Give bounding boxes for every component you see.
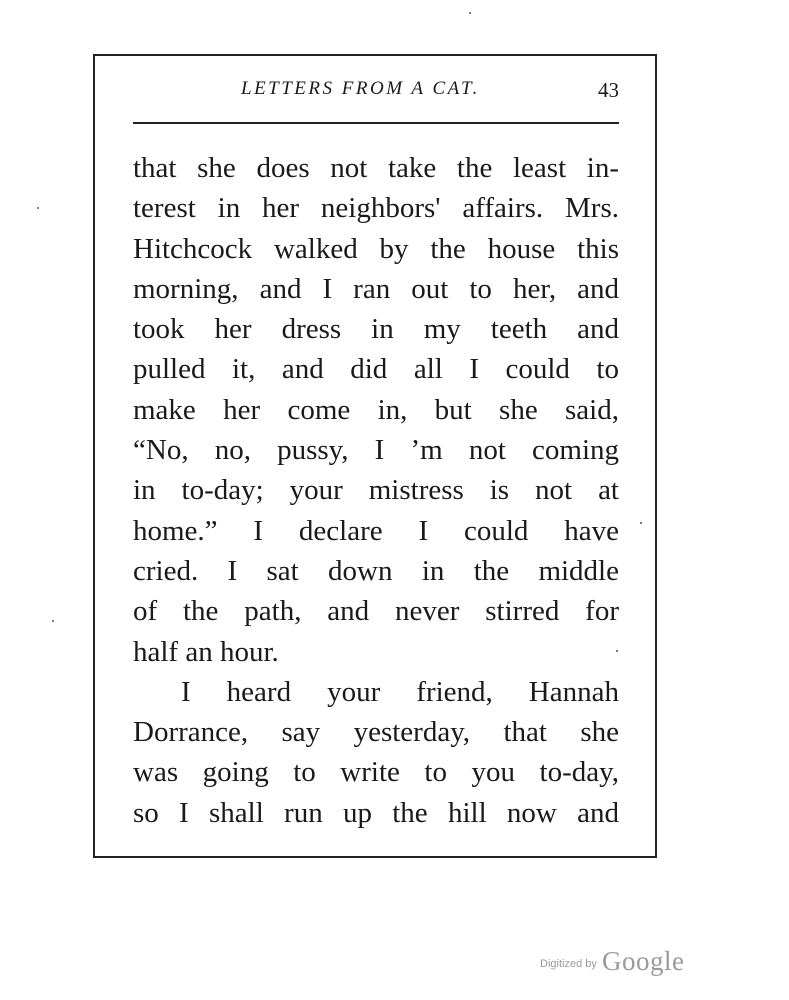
digitized-by-google-watermark bbox=[540, 946, 684, 977]
text-line: “No, no, pussy, I ’m not coming bbox=[133, 434, 619, 467]
text-line: in to-day; your mistress is not at bbox=[133, 474, 619, 507]
scan-speck bbox=[37, 207, 39, 209]
text-line: cried. I sat down in the middle bbox=[133, 554, 619, 587]
digitized-by-label: Digitized by bbox=[540, 958, 597, 970]
scan-speck bbox=[469, 12, 471, 14]
text-line: was going to write to you to-day, bbox=[133, 756, 619, 789]
scan-speck bbox=[52, 620, 54, 622]
scan-speck bbox=[616, 650, 618, 652]
text-line-paragraph-start: I heard your friend, Hannah bbox=[181, 675, 619, 708]
running-head bbox=[133, 76, 619, 116]
text-line: pulled it, and did all I could to bbox=[133, 353, 619, 386]
text-line: Hitchcock walked by the house this bbox=[133, 232, 619, 265]
body-text bbox=[133, 148, 619, 833]
text-line: terest in her neighbors' affairs. Mrs. bbox=[133, 192, 619, 225]
text-line: Dorrance, say yesterday, that she bbox=[133, 716, 619, 749]
running-title: LETTERS FROM A CAT. bbox=[241, 78, 480, 99]
header-rule bbox=[133, 122, 619, 124]
text-line: that she does not take the least in- bbox=[133, 152, 619, 184]
text-line: of the path, and never stirred for bbox=[133, 595, 619, 628]
text-line: so I shall run up the hill now and bbox=[133, 796, 619, 829]
scan-speck bbox=[640, 522, 642, 524]
text-line-paragraph-end: half an hour. bbox=[133, 635, 279, 668]
text-line: make her come in, but she said, bbox=[133, 393, 619, 426]
google-logo-text: Google bbox=[601, 946, 685, 976]
text-line: home.” I declare I could have bbox=[133, 514, 619, 547]
text-line: took her dress in my teeth and bbox=[133, 313, 619, 346]
text-line: morning, and I ran out to her, and bbox=[133, 272, 619, 305]
page-number: 43 bbox=[598, 78, 619, 102]
